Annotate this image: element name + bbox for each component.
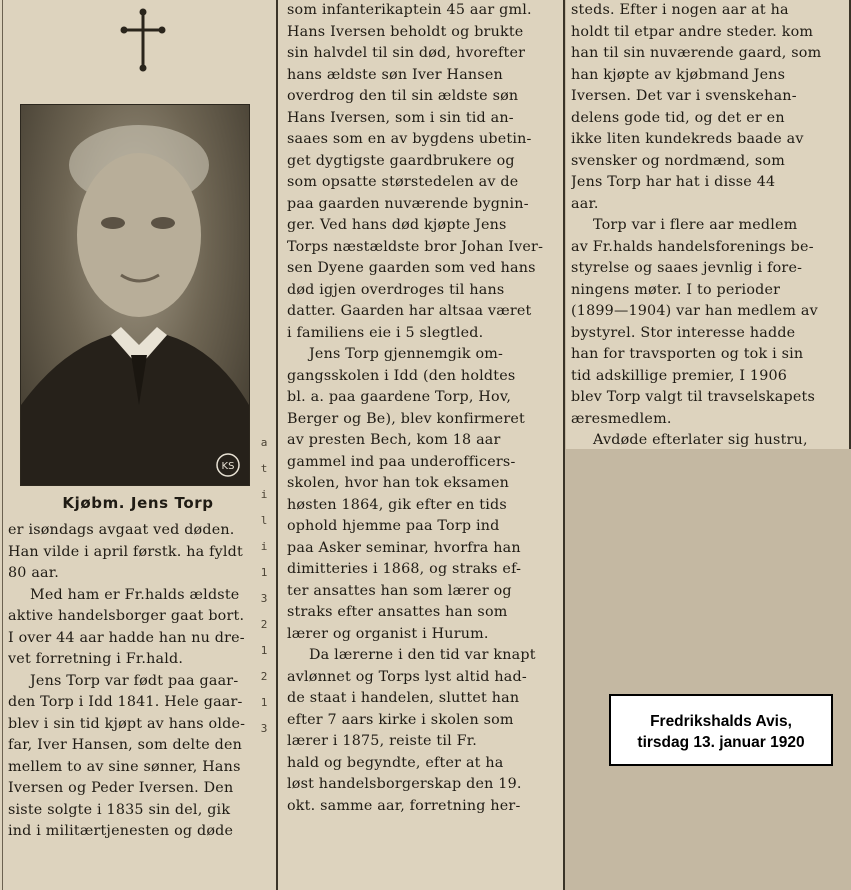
text-line: av presten Bech, kom 18 aar	[287, 432, 501, 448]
text-line: dimitteries i 1868, og straks ef-	[287, 561, 522, 577]
column-1-text	[8, 520, 274, 843]
text-line: Hans Iversen beholdt og brukte	[287, 23, 524, 40]
text-line: aktive handelsborger gaat bort.	[8, 608, 245, 624]
margin-marks	[257, 430, 271, 742]
text-line: saaes som en av bygdens ubetin-	[287, 131, 532, 147]
text-line: ter ansattes han som lærer og	[287, 582, 512, 599]
text-line: Da lærerne i den tid var knapt	[309, 647, 536, 663]
text-line: delens gode tid, og det er en	[571, 109, 785, 126]
text-line: siste solgte i 1835 sin del, gik	[8, 801, 231, 818]
text-line: som infanterikaptein 45 aar gml.	[287, 2, 532, 18]
text-line: æresmedlem.	[571, 410, 672, 427]
text-line: straks efter ansattes han som	[287, 604, 508, 620]
text-line: I over 44 aar hadde han nu dre-	[8, 629, 245, 646]
column-3-text	[571, 0, 841, 452]
text-line: efter 7 aars kirke i skolen som	[287, 711, 514, 728]
text-line: bl. a. paa gaardene Torp, Hov,	[287, 389, 512, 405]
text-line: hans ældste søn Iver Hansen	[287, 66, 503, 83]
text-line: Iversen og Peder Iversen. Den	[8, 780, 234, 796]
text-line: avlønnet og Torps lyst altid had-	[287, 668, 527, 685]
text-line: far, Iver Hansen, som delte den	[8, 737, 243, 753]
source-label-line-1: Fredrikshalds Avis,	[650, 713, 792, 730]
text-line: datter. Gaarden har altsaa været	[287, 303, 532, 319]
source-label	[609, 694, 833, 766]
text-line: sen Dyene gaarden som ved hans	[287, 260, 536, 276]
text-line: blev Torp valgt til travselskapets	[571, 389, 815, 405]
text-line: blev i sin tid kjøpt av hans olde-	[8, 715, 246, 732]
text-line: ikke liten kundekreds baade av	[571, 131, 804, 147]
text-line: han kjøpte av kjøbmand Jens	[571, 66, 786, 83]
text-line: Han vilde i april førstk. ha fyldt	[8, 543, 243, 560]
column-rule-2	[563, 0, 565, 890]
text-line: er isøndags avgaat ved døden.	[8, 522, 235, 538]
text-line: steds. Efter i nogen aar at ha	[571, 2, 789, 18]
text-line: han for travsporten og tok i sin	[571, 346, 804, 362]
text-line: vet forretning i Fr.hald.	[8, 651, 184, 667]
text-line: overdrog den til sin ældste søn	[287, 88, 519, 104]
text-line: ger. Ved hans død kjøpte Jens	[287, 217, 507, 233]
text-line: Jens Torp har hat i disse 44	[571, 174, 776, 190]
text-line: 80 aar.	[8, 565, 59, 581]
margin-mark: i	[260, 540, 268, 553]
margin-mark: 2	[260, 618, 268, 631]
left-edge-rule	[2, 0, 3, 890]
text-line: aar.	[571, 195, 599, 212]
text-line: Iversen. Det var i svenskehan-	[571, 88, 797, 104]
text-line: lærer og organist i Hurum.	[287, 625, 489, 642]
text-line: paa Asker seminar, hvorfra han	[287, 539, 521, 556]
margin-mark: l	[260, 514, 268, 527]
text-line: Avdøde efterlater sig hustru,	[593, 432, 808, 448]
margin-mark: 1	[260, 566, 268, 579]
text-line: hald og begyndte, efter at ha	[287, 754, 504, 771]
photo-monogram: KS	[221, 461, 235, 472]
text-line: Torps næstældste bror Johan Iver-	[287, 238, 544, 255]
text-line: sin halvdel til sin død, hvorefter	[287, 45, 526, 61]
text-line: gammel ind paa underofficers-	[287, 453, 516, 470]
text-line: Hans Iversen, som i sin tid an-	[287, 109, 514, 126]
text-line: i familiens eie i 5 slegtled.	[287, 324, 484, 341]
margin-mark: i	[260, 488, 268, 501]
margin-mark: 3	[260, 592, 268, 605]
text-line: mellem to av sine sønner, Hans	[8, 758, 241, 775]
text-line: paa gaarden nuværende bygnin-	[287, 195, 529, 212]
text-line: tid adskillige premier, I 1906	[571, 367, 788, 384]
text-line: Torp var i flere aar medlem	[593, 217, 798, 233]
margin-mark: 1	[260, 696, 268, 709]
text-line: gangsskolen i Idd (den holdtes	[287, 367, 516, 384]
text-line: de staat i handelen, sluttet han	[287, 690, 520, 706]
text-line: han til sin nuværende gaard, som	[571, 45, 822, 61]
text-line: (1899—1904) var han medlem av	[571, 303, 818, 319]
text-line: okt. samme aar, forretning her-	[287, 797, 521, 814]
text-line: svensker og nordmænd, som	[571, 152, 785, 169]
text-line: som opsatte størstedelen av de	[287, 174, 519, 190]
text-line: Jens Torp gjennemgik om-	[309, 346, 504, 362]
cross-icon	[120, 8, 166, 72]
text-line: ophold hjemme paa Torp ind	[287, 518, 500, 534]
margin-mark: 3	[260, 722, 268, 735]
text-line: den Torp i Idd 1841. Hele gaar-	[8, 694, 243, 710]
portrait-photo	[20, 104, 250, 486]
margin-mark: 1	[260, 644, 268, 657]
text-line: Jens Torp var født paa gaar-	[30, 672, 239, 689]
text-line: ningens møter. I to perioder	[571, 281, 781, 298]
text-line: styrelse og saaes jevnlig i fore-	[571, 260, 803, 276]
text-line: død igjen overdroges til hans	[287, 281, 505, 298]
portrait-caption: Kjøbm. Jens Torp	[62, 494, 214, 512]
text-line: ind i militærtjenesten og døde	[8, 823, 234, 839]
column-2-text	[287, 0, 559, 817]
text-line: av Fr.halds handelsforenings be-	[571, 238, 814, 255]
text-line: bystyrel. Stor interesse hadde	[571, 324, 796, 341]
text-line: get dygtigste gaardbrukere og	[287, 152, 515, 169]
margin-mark: a	[260, 436, 268, 449]
column-rule-1	[276, 0, 278, 890]
text-line: lærer i 1875, reiste til Fr.	[287, 733, 477, 749]
text-line: holdt til etpar andre steder. kom	[571, 23, 814, 40]
text-line: Berger og Be), blev konfirmeret	[287, 410, 525, 427]
margin-mark: t	[260, 462, 268, 475]
margin-mark: 2	[260, 670, 268, 683]
text-line: løst handelsborgerskap den 19.	[287, 776, 522, 792]
text-line: høsten 1864, gik efter en tids	[287, 496, 507, 513]
text-line: skolen, hvor han tok eksamen	[287, 475, 510, 491]
source-label-line-2: tirsdag 13. januar 1920	[637, 734, 805, 751]
text-line: Med ham er Fr.halds ældste	[30, 586, 240, 603]
